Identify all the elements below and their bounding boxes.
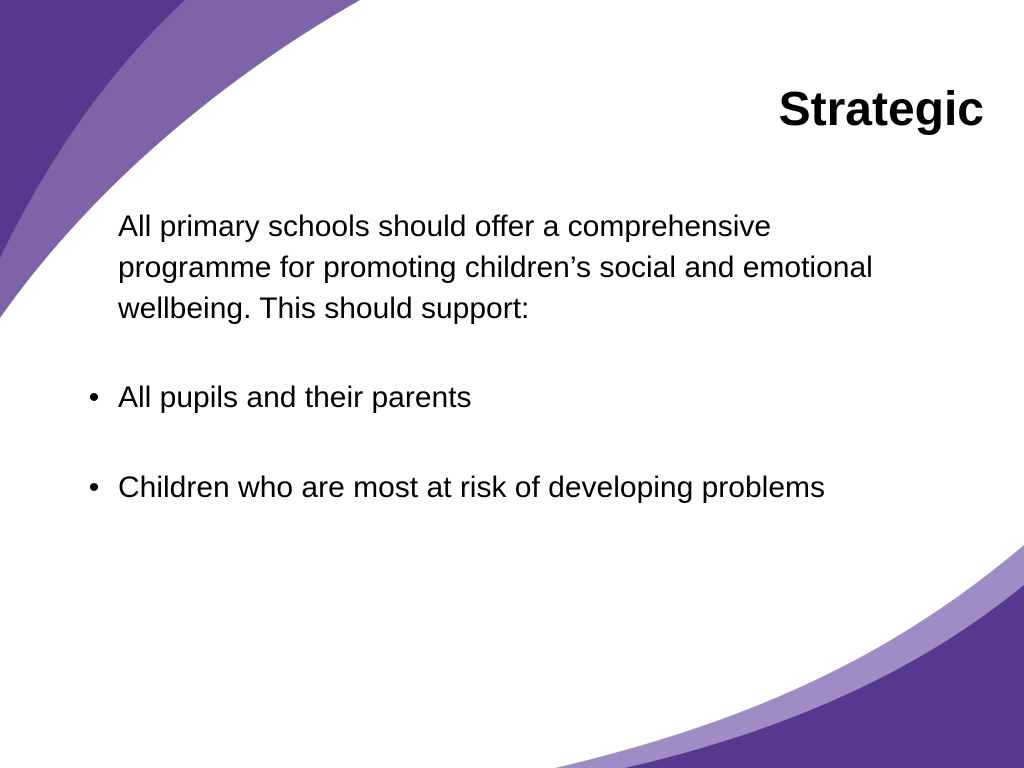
bullet-list (84, 377, 984, 557)
bullet-marker: • (88, 471, 100, 504)
bullet-marker: • (88, 381, 100, 414)
intro-paragraph: All primary schools should offer a comprehensive programme for promoting children’s social and emotional wellbeing. This should support: (118, 210, 873, 325)
bullet-text: All pupils and their parents (118, 381, 472, 414)
bullet-item (84, 377, 984, 418)
bullet-text: Children who are most at risk of developing problems (118, 471, 826, 504)
slide-title: Strategic (778, 83, 984, 136)
bullet-item (84, 467, 984, 508)
